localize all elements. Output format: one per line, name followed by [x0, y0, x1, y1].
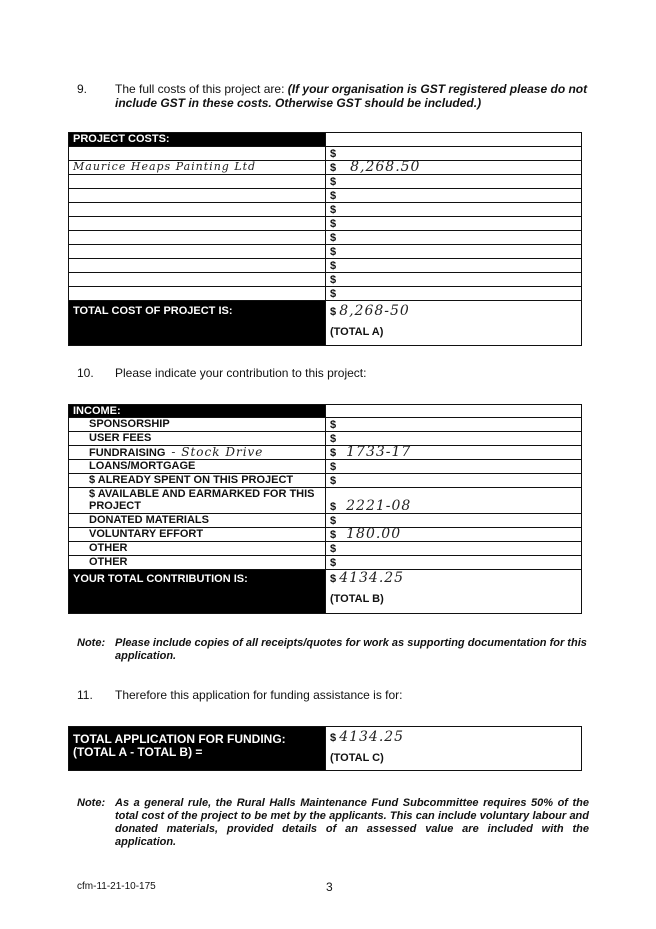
cost-row	[69, 217, 582, 231]
income-row	[69, 446, 582, 460]
total-contribution-label: YOUR TOTAL CONTRIBUTION IS:	[69, 570, 326, 614]
cost-row	[69, 287, 582, 301]
total-a-tag: (TOTAL A)	[330, 326, 384, 338]
question-9	[77, 82, 597, 110]
income-row	[69, 488, 582, 514]
gst-note: (If your organisation is GST registered please do not include GST in these costs. Otherwise GST should be included.)	[115, 82, 588, 110]
income-header: INCOME:	[69, 405, 326, 418]
fundraising-note: - Stock Drive	[171, 445, 264, 459]
income-label: OTHER	[69, 556, 326, 570]
cost-description[interactable]	[69, 245, 326, 259]
income-amount[interactable]: $	[326, 514, 582, 528]
application-value: 4134.25	[339, 729, 405, 745]
income-table	[68, 404, 582, 614]
income-label: $ AVAILABLE AND EARMARKED FOR THIS PROJECT	[69, 488, 326, 514]
income-label: $ ALREADY SPENT ON THIS PROJECT	[69, 474, 326, 488]
cost-amount[interactable]: $	[326, 287, 582, 301]
total-cost-value: 8,268-50	[339, 303, 410, 319]
cost-row	[69, 161, 582, 175]
income-amount[interactable]: $ 1733-17	[326, 446, 582, 460]
income-row	[69, 542, 582, 556]
note-label: Note:	[77, 637, 106, 649]
cost-amount[interactable]: $	[326, 175, 582, 189]
total-b-tag: (TOTAL B)	[330, 593, 384, 605]
question-number: 9.	[77, 82, 88, 96]
cost-description[interactable]	[69, 217, 326, 231]
cost-row	[69, 189, 582, 203]
income-label: SPONSORSHIP	[69, 418, 326, 432]
income-amount[interactable]: $	[326, 556, 582, 570]
income-row	[69, 460, 582, 474]
income-amount[interactable]: $	[326, 418, 582, 432]
total-cost-label: TOTAL COST OF PROJECT IS:	[69, 301, 326, 346]
cost-description[interactable]	[69, 231, 326, 245]
project-costs-table	[68, 132, 582, 346]
total-cost-cell[interactable]: $ 8,268-50 (TOTAL A)	[326, 301, 582, 346]
cost-row	[69, 231, 582, 245]
cost-row	[69, 245, 582, 259]
cost-amount[interactable]: $	[326, 273, 582, 287]
cost-amount[interactable]: $	[326, 189, 582, 203]
cost-amount[interactable]: $	[326, 245, 582, 259]
question-text: The full costs of this project are:	[115, 82, 285, 96]
total-contribution-value: 4134.25	[339, 570, 405, 586]
question-text: Please indicate your contribution to this project:	[115, 366, 367, 380]
note-receipts	[77, 637, 597, 663]
cost-amount[interactable]: $	[326, 147, 582, 161]
question-11	[77, 688, 597, 702]
income-row	[69, 418, 582, 432]
income-amount[interactable]: $ 2221-08	[326, 488, 582, 514]
application-table	[68, 726, 582, 771]
document-reference: cfm-11-21-10-175	[77, 881, 156, 892]
cost-amount[interactable]: $	[326, 217, 582, 231]
cost-amount[interactable]: $	[326, 203, 582, 217]
cost-amount[interactable]: $	[326, 231, 582, 245]
cost-row	[69, 147, 582, 161]
income-row	[69, 474, 582, 488]
cost-description[interactable]	[69, 203, 326, 217]
income-amount[interactable]: $	[326, 542, 582, 556]
cost-row	[69, 203, 582, 217]
question-number: 11.	[77, 688, 93, 702]
income-row	[69, 514, 582, 528]
total-c-tag: (TOTAL C)	[330, 752, 384, 764]
cost-description[interactable]	[69, 175, 326, 189]
income-label: USER FEES	[69, 432, 326, 446]
project-costs-header: PROJECT COSTS:	[69, 133, 326, 147]
note-text: Please include copies of all receipts/quotes for work as supporting documentation for this application.	[115, 637, 587, 662]
income-row	[69, 528, 582, 542]
application-cell[interactable]: $ 4134.25 (TOTAL C)	[326, 727, 582, 771]
income-label: VOLUNTARY EFFORT	[69, 528, 326, 542]
note-label: Note:	[77, 797, 106, 809]
cost-row	[69, 259, 582, 273]
income-label: LOANS/MORTGAGE	[69, 460, 326, 474]
application-label: TOTAL APPLICATION FOR FUNDING: (TOTAL A - TOTAL B) =	[69, 727, 326, 771]
cost-description[interactable]	[69, 147, 326, 161]
income-amount[interactable]: $	[326, 432, 582, 446]
note-text: As a general rule, the Rural Halls Maintenance Fund Subcommittee requires 50% of the total cost of the project to be met by the applicants. This can include voluntary labour and donated materials, provided details of an assessed value are included with the application.	[115, 797, 589, 848]
cost-description[interactable]	[69, 259, 326, 273]
cost-description[interactable]: Maurice Heaps Painting Ltd	[69, 161, 326, 175]
total-contribution-cell[interactable]: $ 4134.25 (TOTAL B)	[326, 570, 582, 614]
income-label: FUNDRAISING - Stock Drive	[69, 446, 326, 460]
cost-amount[interactable]: $	[326, 259, 582, 273]
cost-amount[interactable]: $ 8,268.50	[326, 161, 582, 175]
cost-row	[69, 273, 582, 287]
question-text: Therefore this application for funding assistance is for:	[115, 688, 403, 702]
income-amount[interactable]: $	[326, 460, 582, 474]
income-amount[interactable]: $	[326, 474, 582, 488]
income-label: OTHER	[69, 542, 326, 556]
income-row	[69, 432, 582, 446]
question-10	[77, 366, 597, 380]
income-amount[interactable]: $ 180.00	[326, 528, 582, 542]
income-row	[69, 556, 582, 570]
question-number: 10.	[77, 366, 94, 380]
cost-description[interactable]	[69, 273, 326, 287]
cost-row	[69, 175, 582, 189]
cost-description[interactable]	[69, 287, 326, 301]
cost-description[interactable]	[69, 189, 326, 203]
income-label: DONATED MATERIALS	[69, 514, 326, 528]
note-general-rule	[77, 797, 589, 849]
page-number: 3	[326, 880, 333, 894]
